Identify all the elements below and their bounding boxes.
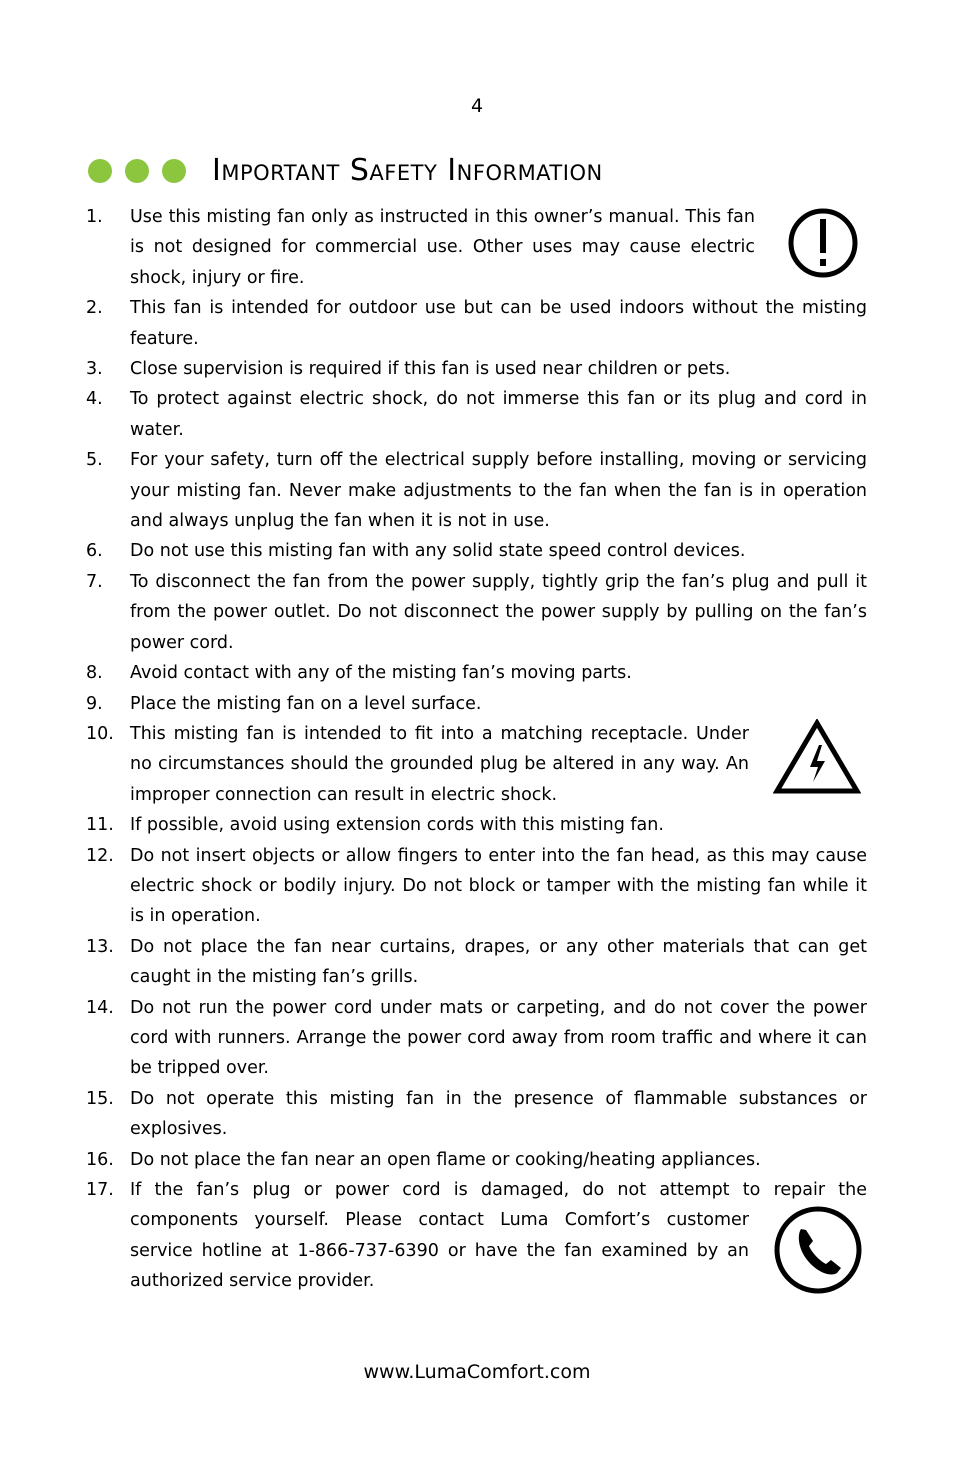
- item-text: Use this misting fan only as instructed in this owner’s manual. This fan is not designed for commercial use. Other uses may cause electric shock, injury or fire.: [130, 207, 755, 288]
- item-number: 5.: [86, 450, 103, 471]
- item-number: 16.: [86, 1149, 114, 1170]
- item-text: To disconnect the fan from the power supply, tightly grip the fan’s plug and pull it from the power outlet. Do not disconnect the power supply by pulling on the fan’s power cord.: [130, 571, 867, 653]
- green-dot-icon: [125, 159, 149, 183]
- item-number: 4.: [86, 389, 103, 410]
- list-item: [86, 567, 867, 658]
- decorative-dots: [88, 159, 186, 183]
- green-dot-icon: [88, 159, 112, 183]
- list-item: [86, 719, 867, 810]
- page-number: 4: [470, 95, 484, 117]
- item-number: 15.: [86, 1088, 114, 1109]
- item-number: 3.: [86, 359, 103, 380]
- item-text: This misting fan is intended to fit into a matching receptacle. Under no circumstances should the grounded plug be altered in any way. An improper connection can result in electric shock.: [130, 723, 749, 805]
- item-text: Do not place the fan near curtains, drapes, or any other materials that can get caught in the misting fan’s grills.: [130, 936, 867, 988]
- item-text-rest: components yourself. Please contact Luma Comfort’s customer service hotline at 1-866-737-6390 or have the fan examined by an authorized service provider.: [130, 1210, 749, 1292]
- list-item: [86, 810, 867, 840]
- item-number: 11.: [86, 815, 114, 836]
- page-title: Important Safety Information: [212, 153, 603, 188]
- electric-shock-warning-icon: [773, 719, 861, 795]
- item-text: Do not operate this misting fan in the presence of flammable substances or explosives.: [130, 1088, 867, 1140]
- list-item: [86, 841, 867, 932]
- item-number: 14.: [86, 997, 114, 1018]
- item-number: 9.: [86, 693, 103, 714]
- item-number: 6.: [86, 541, 103, 562]
- list-item: [86, 993, 867, 1084]
- list-item: [86, 689, 867, 719]
- item-text: Do not place the fan near an open flame or cooking/heating appliances.: [130, 1149, 761, 1170]
- list-item: [86, 354, 867, 384]
- list-item: [86, 658, 867, 688]
- item-text: For your safety, turn off the electrical supply before installing, moving or servicing your misting fan. Never make adjustments to the fan when the fan is in operation and always unplug the fan when it is not in use.: [130, 450, 867, 532]
- list-item: [86, 1145, 867, 1175]
- item-text: Do not insert objects or allow fingers to enter into the fan head, as this may cause electric shock or bodily injury. Do not block or tamper with the misting fan while it is in operation.: [130, 845, 867, 927]
- footer-website: www.LumaComfort.com: [363, 1361, 591, 1383]
- list-item: [86, 932, 867, 993]
- section-header: [88, 148, 603, 194]
- item-text: Place the misting fan on a level surface.: [130, 693, 482, 714]
- safety-list: [86, 202, 867, 1297]
- phone-icon: [773, 1205, 863, 1295]
- item-number: 2.: [86, 298, 103, 319]
- item-text: Avoid contact with any of the misting fan’s moving parts.: [130, 663, 632, 684]
- item-number: 1.: [86, 207, 103, 227]
- list-item: [86, 202, 867, 293]
- item-text: Do not use this misting fan with any solid state speed control devices.: [130, 541, 746, 562]
- green-dot-icon: [162, 159, 186, 183]
- item-number: 17.: [86, 1180, 114, 1200]
- list-item: [86, 1175, 867, 1297]
- item-text-block: [130, 1175, 867, 1297]
- list-item: [86, 1084, 867, 1145]
- item-number: 13.: [86, 936, 114, 957]
- exclamation-circle-icon: [787, 207, 859, 279]
- item-number: 8.: [86, 663, 103, 684]
- item-text: Do not run the power cord under mats or carpeting, and do not cover the power cord with runners. Arrange the power cord away from room traffic and where it can be tripped over.: [130, 997, 867, 1079]
- item-text: This fan is intended for outdoor use but can be used indoors without the misting feature.: [130, 298, 867, 349]
- item-text: Close supervision is required if this fan is used near children or pets.: [130, 359, 731, 380]
- item-text: If possible, avoid using extension cords with this misting fan.: [130, 815, 664, 836]
- list-item: [86, 293, 867, 354]
- item-text-first-line: If the fan’s plug or power cord is damaged, do not attempt to repair the: [130, 1180, 867, 1200]
- list-item: [86, 384, 867, 445]
- list-item: [86, 536, 867, 566]
- item-number: 12.: [86, 845, 114, 866]
- item-number: 10.: [86, 723, 114, 744]
- item-text: To protect against electric shock, do not immerse this fan or its plug and cord in water.: [130, 389, 867, 440]
- list-item: [86, 445, 867, 536]
- item-number: 7.: [86, 571, 103, 592]
